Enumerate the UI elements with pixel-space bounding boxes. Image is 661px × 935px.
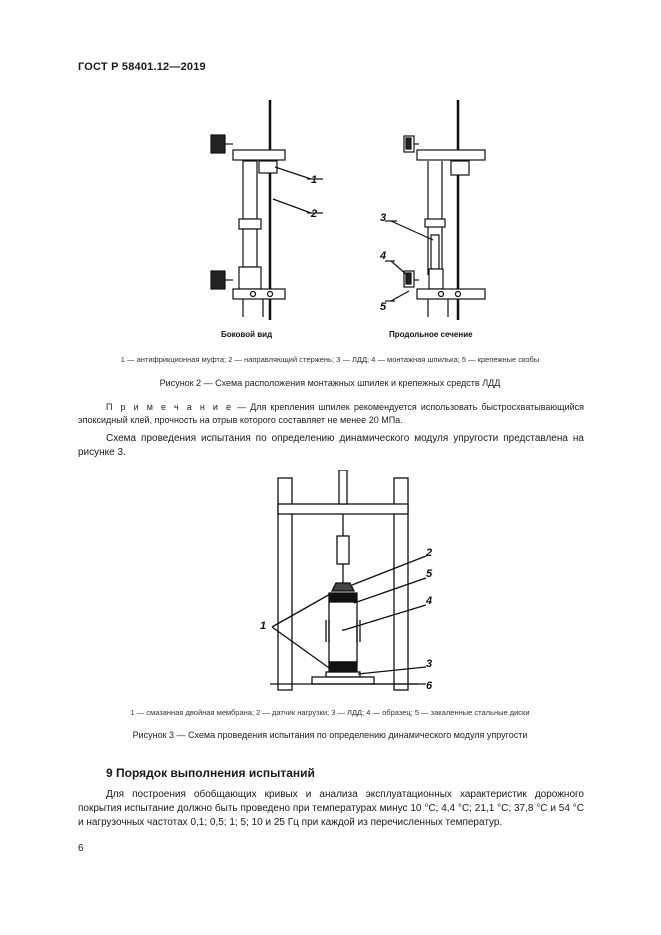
section-9-title: 9 Порядок выполнения испытаний [106, 766, 315, 780]
fig3-label-2: 2 [426, 547, 433, 559]
fig3-label-3: 3 [426, 658, 433, 670]
figure-3-legend: 1 — смазанная двойная мембрана; 2 — датчик нагрузки; 3 — ЛДД; 4 — образец; 5 — закаленные стальные диски [130, 708, 530, 717]
note-paragraph [78, 401, 584, 427]
figure-2-caption: Рисунок 2 — Схема расположения монтажных шпилек и крепежных средств ЛДД [159, 378, 501, 388]
fig3-label-4: 4 [426, 595, 433, 607]
fig2-label-5: 5 [380, 301, 387, 313]
figure-2-legend: 1 — антифрикционная муфта; 2 — направляющий стержень; 3 — ЛДД; 4 — монтажная шпилька; 5 — крепежные скобы [120, 355, 540, 364]
fig2-section-view-label: Продольное сечение [389, 330, 473, 339]
page-number: 6 [78, 843, 84, 854]
figure-3-caption: Рисунок 3 — Схема проведения испытания по определению динамического модуля упругости [132, 730, 528, 740]
fig2-label-4: 4 [380, 250, 387, 262]
fig2-label-2: 2 [311, 208, 318, 220]
figure-2-diagram [195, 95, 525, 345]
intro-paragraph: Схема проведения испытания по определению динамического модуля упругости представлена на рисунке 3. [78, 433, 584, 458]
section-9-text: Для построения обобщающих кривых и анализа эксплуатационных характеристик дорожного покрытия испытание должно быть проведено при температурах минус 10 °С; 4,4 °С; 21,1 °С; 37,8 °С и 54 °С и нагрузочных частотах 0,1; 0,5; 1; 5; 10 и 25 Гц при каждой из перечисленных температур. [78, 789, 584, 828]
note-prefix: П р и м е ч а н и е [106, 402, 233, 412]
figure-3-diagram [250, 470, 450, 695]
fig3-label-1: 1 [260, 620, 267, 632]
fig3-label-5-top: 5 [426, 568, 433, 580]
fig2-label-1: 1 [311, 174, 318, 186]
note-text: — Для крепления шпилек рекомендуется использовать быстросхватывающийся эпоксидный клей, прочность на отрыв которого составляет не менее 20 МПа. [78, 402, 584, 425]
fig3-label-6: 6 [426, 680, 433, 692]
fig2-side-view-label: Боковой вид [221, 330, 273, 339]
standard-header: ГОСТ Р 58401.12—2019 [78, 61, 206, 73]
fig2-label-3: 3 [380, 212, 387, 224]
